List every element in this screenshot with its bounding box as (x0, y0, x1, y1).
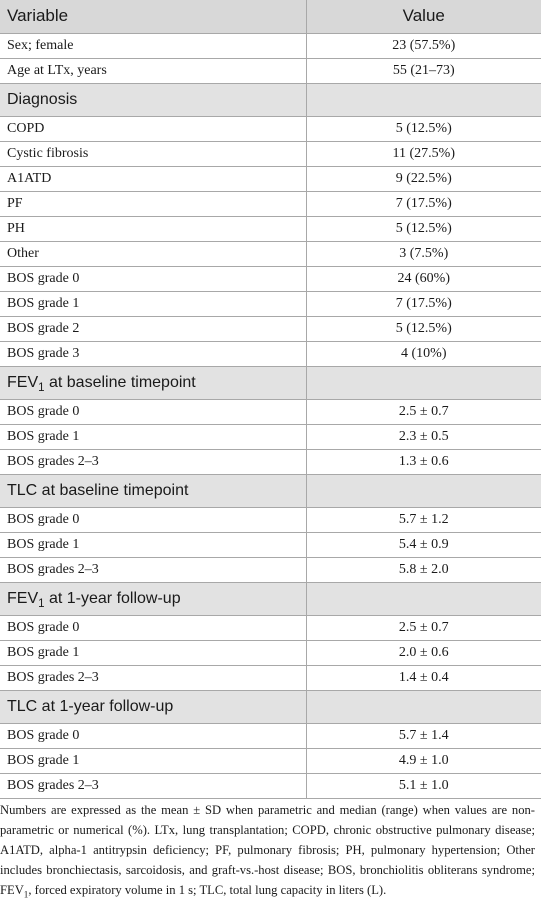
table-row (0, 216, 541, 241)
row-value: 4.9 ± 1.0 (306, 748, 541, 773)
row-value: 7 (17.5%) (306, 291, 541, 316)
table-row (0, 116, 541, 141)
row-label: BOS grade 1 (0, 424, 306, 449)
table-row (0, 424, 541, 449)
row-label: PH (0, 216, 306, 241)
header-variable: Variable (0, 0, 306, 33)
section-header-row (0, 83, 541, 116)
section-value-empty (306, 83, 541, 116)
row-label: BOS grade 0 (0, 723, 306, 748)
row-label: Age at LTx, years (0, 58, 306, 83)
footnote-text-end: , forced expiratory volume in 1 s; TLC, total lung capacity in liters (L). (28, 883, 387, 897)
section-header-row (0, 474, 541, 507)
section-header-row (0, 366, 541, 399)
section-label-text: TLC at 1-year follow-up (7, 697, 174, 715)
table-row (0, 341, 541, 366)
row-value: 1.4 ± 0.4 (306, 665, 541, 690)
row-label: Sex; female (0, 33, 306, 58)
section-label-text: Diagnosis (7, 90, 78, 108)
table-row (0, 241, 541, 266)
row-value: 11 (27.5%) (306, 141, 541, 166)
section-label-subscript: 1 (38, 597, 45, 610)
section-label (0, 366, 306, 399)
row-label: BOS grade 0 (0, 266, 306, 291)
section-label-text: FEV (7, 373, 39, 391)
table-row (0, 615, 541, 640)
table-row (0, 640, 541, 665)
section-header-row (0, 690, 541, 723)
row-label: BOS grade 1 (0, 532, 306, 557)
row-value: 55 (21–73) (306, 58, 541, 83)
row-value: 5.8 ± 2.0 (306, 557, 541, 582)
row-label: BOS grade 1 (0, 640, 306, 665)
row-label: BOS grade 1 (0, 748, 306, 773)
section-label-text: FEV (7, 589, 39, 607)
section-value-empty (306, 474, 541, 507)
table-row (0, 141, 541, 166)
table-row (0, 166, 541, 191)
section-label-text: TLC at baseline timepoint (7, 481, 189, 499)
section-label (0, 83, 306, 116)
section-label-subscript: 1 (38, 381, 45, 394)
row-value: 2.5 ± 0.7 (306, 615, 541, 640)
row-label: BOS grade 3 (0, 341, 306, 366)
table-body (0, 33, 541, 798)
row-value: 5.1 ± 1.0 (306, 773, 541, 798)
row-label: Cystic fibrosis (0, 141, 306, 166)
row-value: 5 (12.5%) (306, 116, 541, 141)
table-row (0, 773, 541, 798)
footnote-subscript: 1 (23, 889, 29, 900)
table-row (0, 291, 541, 316)
table-row (0, 748, 541, 773)
row-label: BOS grade 1 (0, 291, 306, 316)
section-value-empty (306, 366, 541, 399)
table-row (0, 507, 541, 532)
table-row (0, 399, 541, 424)
row-label: BOS grade 2 (0, 316, 306, 341)
table-row (0, 316, 541, 341)
header-value: Value (306, 0, 541, 33)
row-label: A1ATD (0, 166, 306, 191)
table-row (0, 723, 541, 748)
table-footnote (0, 800, 535, 900)
table-header-row (0, 0, 541, 33)
section-label (0, 690, 306, 723)
row-value: 5 (12.5%) (306, 216, 541, 241)
row-label: PF (0, 191, 306, 216)
row-label: BOS grade 0 (0, 615, 306, 640)
row-label: BOS grade 0 (0, 507, 306, 532)
section-value-empty (306, 690, 541, 723)
table-row (0, 58, 541, 83)
section-header-row (0, 582, 541, 615)
row-value: 23 (57.5%) (306, 33, 541, 58)
row-value: 3 (7.5%) (306, 241, 541, 266)
row-value: 2.3 ± 0.5 (306, 424, 541, 449)
row-label: BOS grades 2–3 (0, 449, 306, 474)
section-value-empty (306, 582, 541, 615)
table-row (0, 532, 541, 557)
table-row (0, 191, 541, 216)
row-value: 2.0 ± 0.6 (306, 640, 541, 665)
row-label: BOS grades 2–3 (0, 557, 306, 582)
row-value: 4 (10%) (306, 341, 541, 366)
row-value: 5 (12.5%) (306, 316, 541, 341)
table-row (0, 266, 541, 291)
section-label (0, 582, 306, 615)
row-label: BOS grades 2–3 (0, 665, 306, 690)
row-value: 7 (17.5%) (306, 191, 541, 216)
row-value: 9 (22.5%) (306, 166, 541, 191)
row-value: 2.5 ± 0.7 (306, 399, 541, 424)
table-row (0, 33, 541, 58)
table-row (0, 449, 541, 474)
row-label: Other (0, 241, 306, 266)
section-label-rest: at 1-year follow-up (44, 589, 181, 607)
table-row (0, 557, 541, 582)
row-label: COPD (0, 116, 306, 141)
row-value: 24 (60%) (306, 266, 541, 291)
section-label-rest: at baseline timepoint (44, 373, 196, 391)
row-value: 5.7 ± 1.4 (306, 723, 541, 748)
section-label (0, 474, 306, 507)
footnote-text: Numbers are expressed as the mean ± SD when parametric and median (range) when values are non-parametric or numerical (%). LTx, lung transplantation; COPD, chronic obstructive pulmonary disease; A1ATD, alpha-1 antitrypsin deficiency; PF, pulmonary fibrosis; PH, pulmonary hypertension; Other includes bronchiectasis, sarcoidosis, and graft-vs.-host disease; BOS, bronchiolitis obliterans syndrome; FEV (0, 803, 535, 897)
row-value: 5.4 ± 0.9 (306, 532, 541, 557)
row-label: BOS grades 2–3 (0, 773, 306, 798)
row-value: 1.3 ± 0.6 (306, 449, 541, 474)
row-value: 5.7 ± 1.2 (306, 507, 541, 532)
table-row (0, 665, 541, 690)
row-label: BOS grade 0 (0, 399, 306, 424)
